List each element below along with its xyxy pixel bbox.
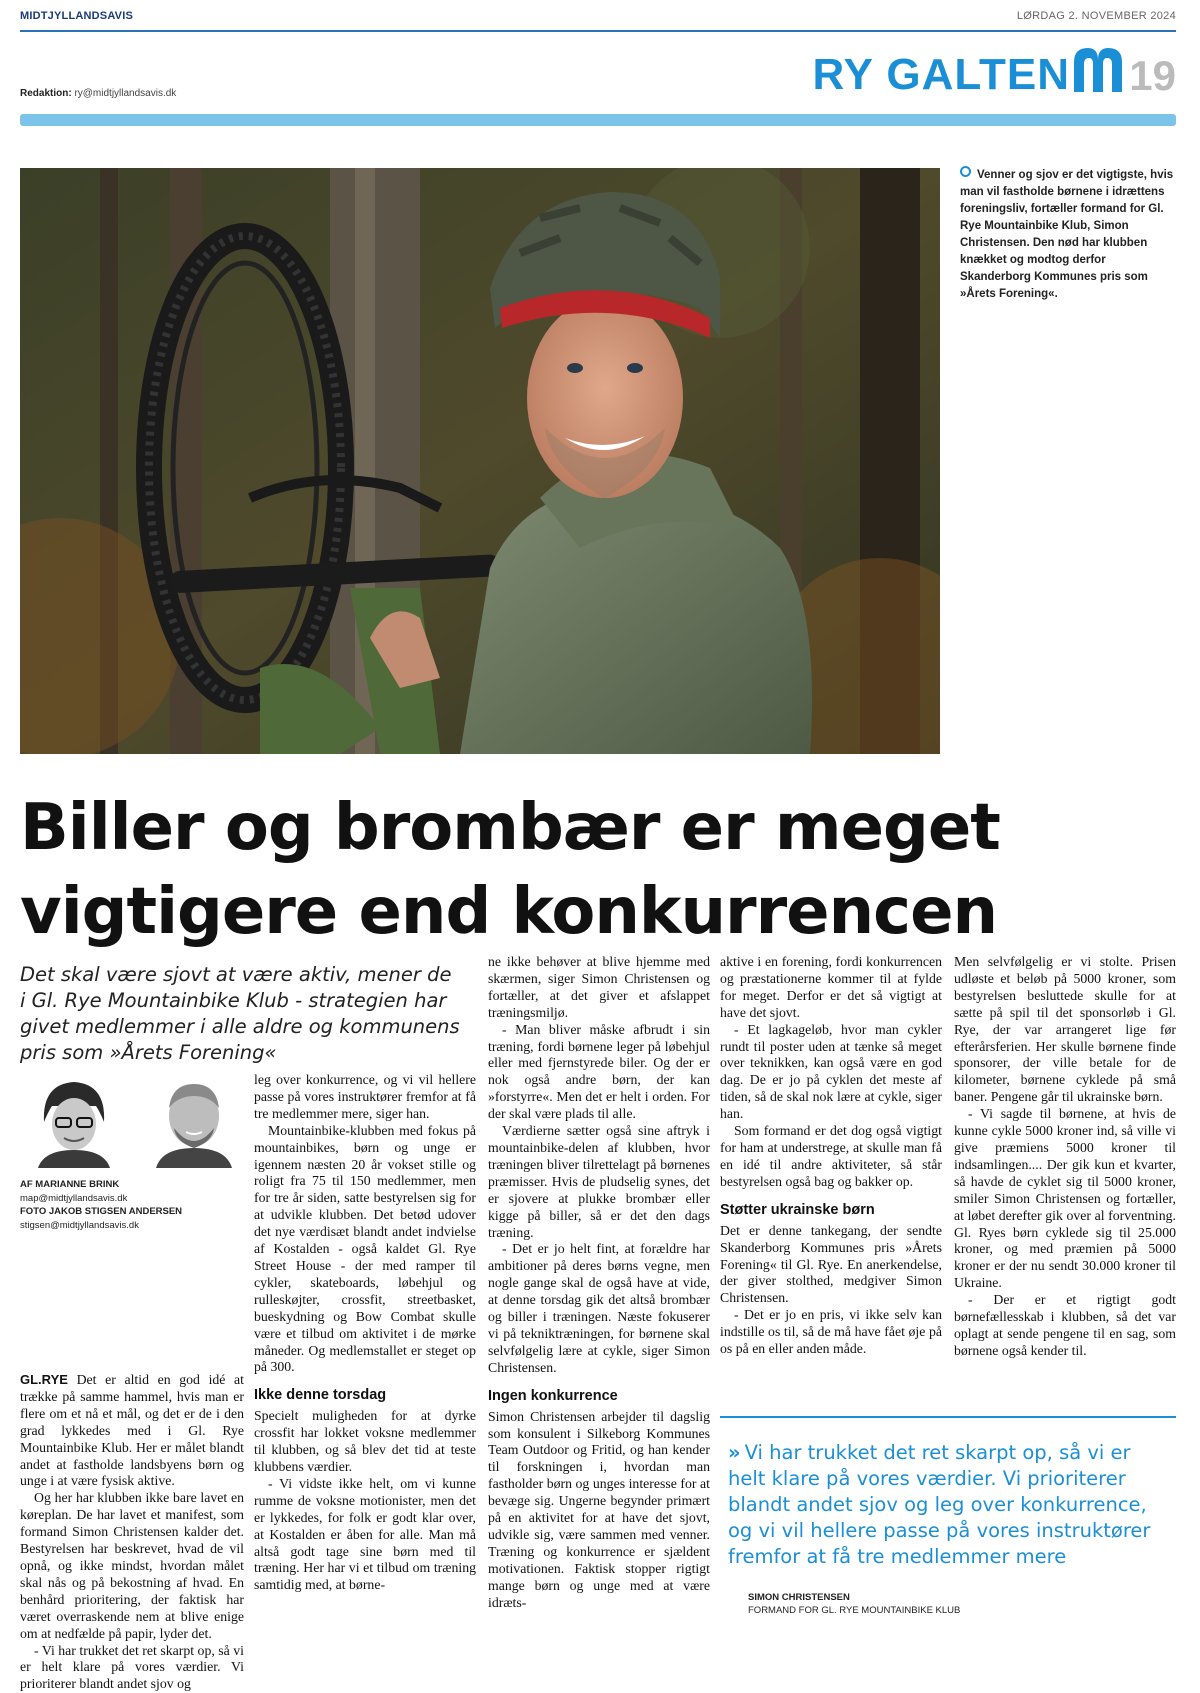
article-column-3 <box>488 954 710 1612</box>
pullquote-attribution <box>748 1591 960 1617</box>
article-column-2 <box>254 1072 476 1594</box>
subheading: Ikke denne torsdag <box>254 1386 476 1404</box>
paragraph: Simon Christensen arbejder til dagslig som konsulent i Silkeborg Kommunes Team Outdoor og Fritid, og han kender til forskningen i, hvordan man fastholder børn og unges interesse for at bevæge sig. Ungerne begynder primært på en aktivitet for at have det sjovt, udvikle sig, være sammen med venner. Træning og konkurrence er sjældent motivationen. Faktisk stopper rigtigt mange børn og unge med at være idræts- <box>488 1409 710 1612</box>
author-email[interactable]: map@midtjyllandsavis.dk <box>20 1192 250 1206</box>
subheading: Ingen konkurrence <box>488 1387 710 1405</box>
author-label: AF MARIANNE BRINK <box>20 1178 250 1192</box>
paragraph: leg over konkurrence, og vi vil hellere passe på vores instruktører fremfor at få tre medlemmer mere, siger han. <box>254 1072 476 1123</box>
paragraph: - Vi vidste ikke helt, om vi kunne rumme de voksne motionister, men det er lykkedes, for folk er godt klar over, at Kostalden er åben for alle. Man må altså godt tage sine børn med til træning. Her har vi et tilbud om træning samtidig med, at børne- <box>254 1476 476 1594</box>
masthead: MIDTJYLLANDSAVIS <box>20 10 133 22</box>
photographer-label: FOTO JAKOB STIGSEN ANDERSEN <box>20 1205 250 1219</box>
quote-mark-icon: » <box>728 1441 741 1464</box>
paragraph: - Det er jo en pris, vi ikke selv kan indstille os til, så de må have fået øje på os på en eller anden måde. <box>720 1307 942 1358</box>
paragraph: - Vi har trukket det ret skarpt op, så vi er helt klare på vores værdier. Vi prioriterer blandt andet sjov og <box>20 1643 244 1693</box>
paragraph: aktive i en forening, fordi konkurrencen og præstationerne kommer til at fylde for meget. Derfor er det så vigtigt at have det sjovt. <box>720 954 942 1022</box>
page-number: 19 <box>1129 52 1176 100</box>
header-rule <box>20 30 1176 32</box>
pullquote-name: SIMON CHRISTENSEN <box>748 1591 960 1604</box>
paragraph: - Man bliver måske afbrudt i sin træning, fordi børnene leger på løbehjul eller med fjernstyrede biler. Og der er nok også andre børn, der kan »forstyrre«. Men det er helt i orden. For der skal være plads til alle. <box>488 1022 710 1123</box>
photographer-email[interactable]: stigsen@midtjyllandsavis.dk <box>20 1219 250 1233</box>
paragraph: Specielt muligheden for at dyrke crossfit har lokket voksne medlemmer til klubben, og så blev det tid at teste klubbens værdier. <box>254 1408 476 1476</box>
pullquote <box>728 1440 1174 1570</box>
article-photo <box>20 168 940 754</box>
headline: Biller og brombær er meget vigtigere end konkurrencen <box>20 786 1176 954</box>
paragraph: GL.RYE Det er altid en god idé at trække på samme hammel, hvis man er flere om et nå et mål, og det er de i den grad lykkedes med i Gl. Rye Mountainbike Klub. Her er målet blandt andet at fastholde landsbyens børn og unge i at være fysisk aktive. <box>20 1372 244 1490</box>
issue-date: LØRDAG 2. NOVEMBER 2024 <box>1017 10 1176 22</box>
editor-email[interactable]: ry@midtjyllandsavis.dk <box>74 88 176 99</box>
editorial-contact <box>20 88 176 99</box>
paragraph: - Et lagkageløb, hvor man cykler rundt til poster uden at tænke så meget over teknikken, kan også være en god dag. De er jo på cyklen det meste af tiden, så de skal nok lære at cykle, siger han. <box>720 1022 942 1123</box>
paragraph: ne ikke behøver at blive hjemme med skærmen, siger Simon Christensen og fortæller, at det giver et afslappet træningsmiljø. <box>488 954 710 1022</box>
section-bar <box>20 114 1176 126</box>
paragraph: Værdierne sætter også sine aftryk i mountainbike-delen af klubben, hvor træningen bliver tilrettelagt på børnenes præmisser. Hvis de pludselig synes, det er sjovere at plukke brombær eller kigge på biller, så er det den dags træning. <box>488 1123 710 1241</box>
pullquote-role: FORMAND FOR GL. RYE MOUNTAINBIKE KLUB <box>748 1604 960 1617</box>
article-column-4 <box>720 954 942 1358</box>
paragraph: Som formand er det dog også vigtigt for ham at understrege, at skulle man få en idé til andre aktiviteter, så står bestyrelsen også bag og bakker op. <box>720 1123 942 1191</box>
paragraph: Mountainbike-klubben med fokus på mountainbikes, børn og unge er igennem næsten 20 år vokset stille og roligt fra 75 til 150 medlemmer, men for tre år siden, satte bestyrelsen sig for at udvikle klubben. Det betød udover det nye værdisæt blandt andet indvielse af Kostalden - også kaldet Gl. Rye Street House - der med ramper til cykler, skateboards, løbehjul og rulleskøjter, crossfit, streetbasket, bueskydning og Bow Combat skulle være et tilbud om aktivitet i de mørke måneder. Og medlemstallet er steget op på 300. <box>254 1123 476 1377</box>
paragraph: Det er denne tankegang, der sendte Skanderborg Kommunes pris »Årets Forening« til Gl. Rye. En anerkendelse, der giver stolthed, medgiver Simon Christensen. <box>720 1223 942 1308</box>
paragraph: - Det er jo helt fint, at forældre har ambitioner på deres børns vegne, men nogle gange skal de også have at vide, at denne torsdag gik det altså brombær og biller i træningen. Næste fokuserer vi på tekniktræningen, for børnene skal selvfølgelig lære at cykle, siger Simon Christensen. <box>488 1241 710 1376</box>
section-title: RY GALTEN <box>812 50 1070 100</box>
photographer-portrait <box>150 1072 238 1168</box>
pullquote-text: Vi har trukket det ret skarpt op, så vi er helt klare på vores værdier. Vi prioriterer blandt andet sjov og leg over konkurrence, og vi vil hellere passe på vores instruktører fremfor at få tre medlemmer mere <box>728 1441 1150 1568</box>
caption-bullet-icon <box>960 166 971 177</box>
cyclist-with-bike-image <box>20 168 940 754</box>
paragraph: Men selvfølgelig er vi stolte. Prisen udløste et beløb på 5000 kroner, som bestyrelsen besluttede skulle for at sætte på spil til det sponsorløb i Gl. Rye, der var arrangeret lige før efterårsferien. Her skulle børnene finde sponsorer, der ville betale for de kilometer, børnene cyklede på små baner. Pengene går til ukrainske børn. <box>954 954 1176 1106</box>
editor-label: Redaktion: <box>20 88 72 99</box>
author-portrait <box>30 1072 118 1168</box>
byline <box>20 1178 250 1232</box>
lead-paragraph: Det skal være sjovt at være aktiv, mener de i Gl. Rye Mountainbike Klub - strategien har givet medlemmer i alle aldre og kommunens pris som »Årets Forening« <box>20 962 460 1066</box>
subheading: Støtter ukrainske børn <box>720 1201 942 1219</box>
paragraph: Og her har klubben ikke bare lavet en køreplan. De har lavet et manifest, som formand Simon Christensen kalder det. Bestyrelsen har beskrevet, hvad de vil opnå, og ikke mindst, hvordan målet skal nås og på bekostning af hvad. En benhård prioritering, der faktisk har været overraskende nem at blive enige om at nedfælde på papir, lyder det. <box>20 1490 244 1642</box>
pullquote-rule <box>720 1416 1176 1418</box>
newspaper-logo-icon <box>1068 42 1128 98</box>
paragraph: - Vi sagde til børnene, at hvis de kunne cykle 5000 kroner ind, så ville vi give præmiens 5000 kroner til indsamlingen.... Der gik kun et kvarter, så havde de cyklet sig til 5000 kroner, smiler Simon Christensen og fortæller, at løbet derefter gik over al forventning. Gl. Ryes børn cyklede sig til 25.000 kroner, og med præmien på 5000 kroner er der nu sendt 30.000 kroner til Ukraine. <box>954 1106 1176 1292</box>
caption-text: Venner og sjov er det vigtigste, hvis man vil fastholde børnene i idrættens foreningsliv, fortæller formand for Gl. Rye Mountainbike Klub, Simon Christensen. Den nød har klubben knækket og modtog derfor Skanderborg Kommunes pris som »Årets Forening«. <box>960 169 1173 300</box>
dateline: GL.RYE <box>20 1372 68 1387</box>
photo-caption <box>960 166 1176 303</box>
paragraph: - Der er et rigtigt godt børnefællesskab i klubben, så det var oplagt at sende pengene til en sag, som børnene også kender til. <box>954 1292 1176 1360</box>
article-column-5 <box>954 954 1176 1360</box>
article-column-1 <box>20 1372 244 1693</box>
